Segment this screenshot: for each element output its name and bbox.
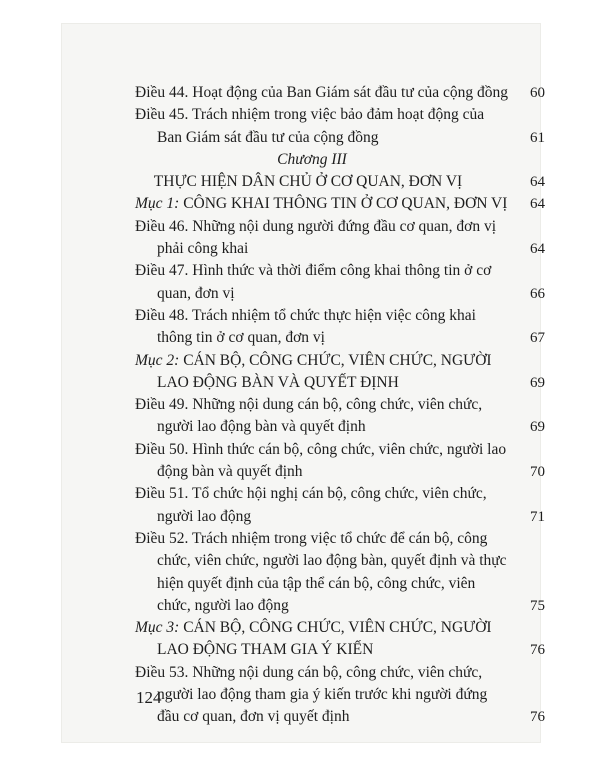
section-title: CÁN BỘ, CÔNG CHỨC, VIÊN CHỨC, NGƯỜI LAO ĐỘNG THAM GIA Ý KIẾN bbox=[157, 619, 492, 659]
article-title: Trách nhiệm trong việc bảo đảm hoạt động của Ban Giám sát đầu tư của cộng đồng bbox=[157, 106, 485, 146]
toc-chapter bbox=[135, 149, 545, 194]
article-title: Trách nhiệm trong việc tổ chức để cán bộ, công chức, viên chức, người lao động bàn, quyết định và thực hiện quyết định của tập thể cán bộ, công chức, viên chức, người lao động bbox=[157, 529, 507, 614]
toc-entry bbox=[135, 662, 545, 729]
toc-entry bbox=[135, 104, 545, 149]
article-title: Tổ chức hội nghị cán bộ, công chức, viên chức, người lao động bbox=[157, 485, 487, 525]
article-label: Điều 49. bbox=[135, 396, 189, 414]
article-label: Điều 47. bbox=[135, 262, 189, 280]
toc-page-number: 69 bbox=[530, 419, 545, 436]
toc-entry bbox=[135, 305, 545, 350]
article-title: Những nội dung cán bộ, công chức, viên chức, người lao động tham gia ý kiến trước khi người đứng đầu cơ quan, đơn vị quyết định bbox=[157, 663, 488, 726]
toc-page-number: 64 bbox=[530, 241, 545, 258]
article-label: Điều 50. bbox=[135, 440, 189, 458]
article-label: Điều 45. bbox=[135, 106, 189, 124]
toc-page-number: 76 bbox=[530, 709, 545, 726]
toc-page-number: 67 bbox=[530, 330, 545, 347]
toc-section bbox=[135, 193, 545, 215]
article-title: Hình thức và thời điểm công khai thông tin ở cơ quan, đơn vị bbox=[157, 262, 492, 302]
toc-section bbox=[135, 350, 545, 395]
article-title: Những nội dung cán bộ, công chức, viên chức, người lao động bàn và quyết định bbox=[157, 396, 483, 436]
section-label: Mục 3: bbox=[135, 619, 180, 637]
table-of-contents bbox=[135, 82, 545, 729]
chapter-label: Chương III bbox=[277, 150, 347, 168]
toc-page-number: 64 bbox=[530, 196, 545, 213]
toc-entry bbox=[135, 483, 545, 528]
article-title: Những nội dung người đứng đầu cơ quan, đơn vị phải công khai bbox=[157, 217, 497, 258]
toc-page-number: 69 bbox=[530, 374, 545, 391]
section-title: CÔNG KHAI THÔNG TIN Ở CƠ QUAN, ĐƠN VỊ bbox=[183, 195, 508, 213]
toc-page-number: 75 bbox=[530, 597, 545, 614]
toc-entry bbox=[135, 260, 545, 305]
toc-page-number: 61 bbox=[530, 129, 545, 146]
toc-page-number: 60 bbox=[530, 85, 545, 101]
article-label: Điều 52. bbox=[135, 529, 189, 547]
toc-section bbox=[135, 617, 545, 662]
article-title: Trách nhiệm tổ chức thực hiện việc công khai thông tin ở cơ quan, đơn vị bbox=[157, 306, 476, 347]
toc-entry bbox=[135, 439, 545, 484]
toc-entry bbox=[135, 528, 545, 617]
section-label: Mục 1: bbox=[135, 195, 180, 213]
toc-page-number: 66 bbox=[530, 285, 545, 302]
article-label: Điều 51. bbox=[135, 485, 189, 503]
section-label: Mục 2: bbox=[135, 351, 180, 369]
toc-page-number: 64 bbox=[530, 174, 545, 191]
chapter-title: THỰC HIỆN DÂN CHỦ Ở CƠ QUAN, ĐƠN VỊ bbox=[153, 173, 463, 191]
toc-entry bbox=[135, 394, 545, 439]
toc-page-number: 71 bbox=[530, 508, 545, 525]
article-label: Điều 44. bbox=[135, 84, 189, 101]
article-label: Điều 48. bbox=[135, 306, 189, 324]
section-title: CÁN BỘ, CÔNG CHỨC, VIÊN CHỨC, NGƯỜI LAO ĐỘNG BÀN VÀ QUYẾT ĐỊNH bbox=[157, 351, 492, 391]
toc-entry bbox=[135, 82, 545, 104]
toc-entry bbox=[135, 216, 545, 261]
article-label: Điều 53. bbox=[135, 663, 189, 681]
toc-page-number: 70 bbox=[530, 464, 545, 481]
toc-page-number: 76 bbox=[530, 642, 545, 659]
page-number: 124 bbox=[136, 688, 162, 707]
article-label: Điều 46. bbox=[135, 217, 189, 235]
article-title: Hình thức cán bộ, công chức, viên chức, người lao động bàn và quyết định bbox=[157, 440, 507, 481]
article-title: Hoạt động của Ban Giám sát đầu tư của cộng đồng bbox=[192, 84, 509, 101]
